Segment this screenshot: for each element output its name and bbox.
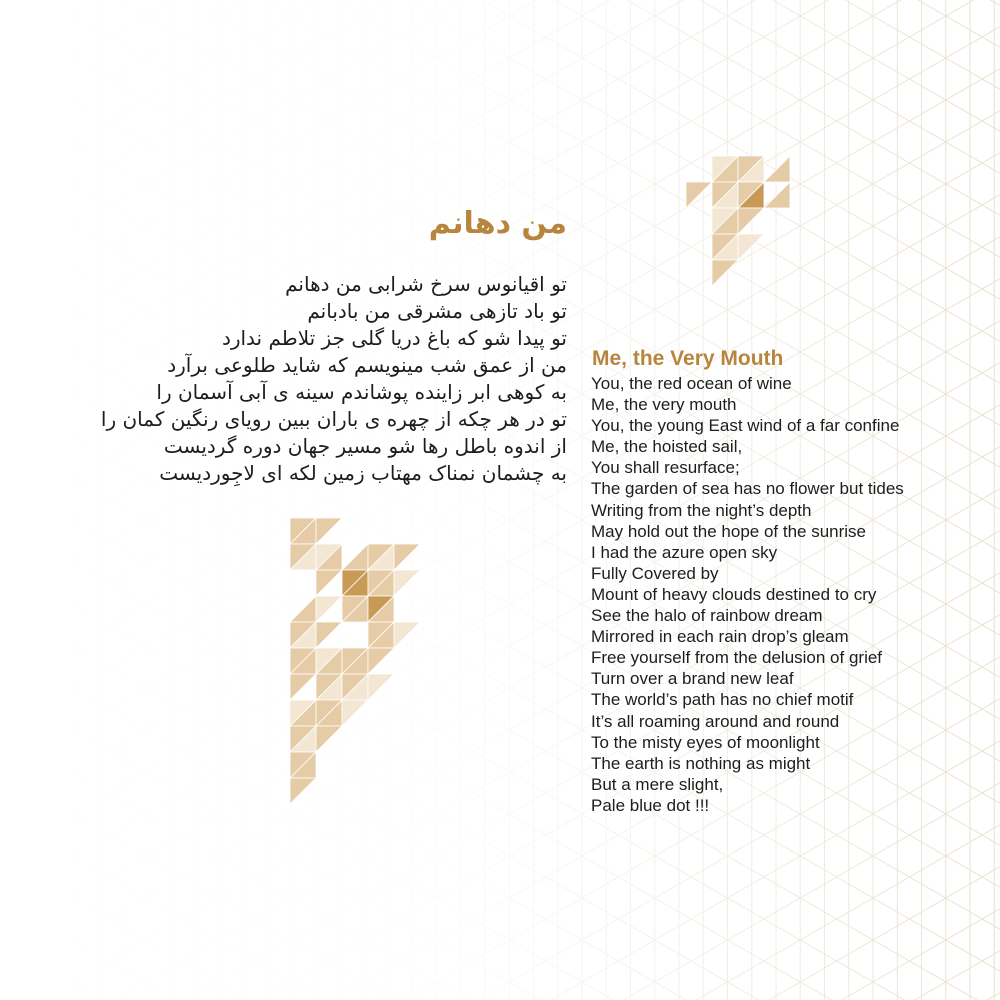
english-poem-line: You, the red ocean of wine <box>591 374 792 393</box>
english-title: Me, the Very Mouth <box>592 347 784 370</box>
english-poem-line: Me, the very mouth <box>591 395 737 415</box>
english-poem-line: Mirrored in each rain drop’s gleam <box>591 627 849 647</box>
ornament-triangle <box>290 674 316 700</box>
english-poem-line: Me, the hoisted sail, <box>591 437 743 457</box>
persian-poem <box>87 271 567 487</box>
ornament-triangle <box>342 700 368 726</box>
english-poem-line: To the misty eyes of moonlight <box>591 732 820 752</box>
ornament-triangle <box>394 544 420 570</box>
english-poem-line: You, the young East wind of a far confine <box>591 416 900 436</box>
english-poem-line: Turn over a brand new leaf <box>591 669 794 689</box>
english-poem-line: You shall resurface; <box>591 458 740 478</box>
ornament-triangle <box>394 622 420 648</box>
ornament-triangle <box>316 596 342 622</box>
ornament-triangle <box>738 234 764 260</box>
persian-title: من دهانم <box>428 206 567 241</box>
english-poem-line: Fully Covered by <box>591 563 719 583</box>
ornament-triangle <box>764 182 790 208</box>
english-poem-line: The earth is nothing as might <box>591 753 811 773</box>
ornament-triangle <box>290 596 316 622</box>
ornament-triangle <box>368 648 394 674</box>
ornament-triangle <box>316 518 342 544</box>
english-poem-line: I had the azure open sky <box>591 542 778 562</box>
ornament-triangle <box>316 570 342 596</box>
persian-poem-line: تو پیدا شو که باغ دریا گلی جز تلاطم ندارد <box>221 326 567 350</box>
persian-poem-line: تو در هر چکه از چهره ی باران ببین رویای رنگین کمان را <box>100 407 567 431</box>
english-poem-line: Writing from the night’s depth <box>591 500 812 520</box>
ornament-triangle <box>316 622 342 648</box>
ornament-triangle <box>764 156 790 182</box>
english-poem-line: Pale blue dot !!! <box>591 795 710 815</box>
persian-poem-line: به کوهی ابر زاینده پوشاندم سینه ی آبی آسمان را <box>156 380 567 404</box>
english-poem-line: Mount of heavy clouds destined to cry <box>591 584 877 604</box>
persian-poem-line: تو اقیانوس سرخ شرابی من دهانم <box>285 272 567 296</box>
english-poem-line: May hold out the hope of the sunrise <box>591 521 867 541</box>
geometric-ornament-top <box>686 156 792 290</box>
persian-poem-line: من از عمق شب مینویسم که شاید طلوعی برآرد <box>167 353 567 377</box>
ornament-triangle <box>738 208 764 234</box>
english-poem-line: Free yourself from the delusion of grief <box>591 648 883 668</box>
english-poem-line: The world’s path has no chief motif <box>591 690 854 710</box>
ornament-triangle <box>316 726 342 752</box>
ornament-triangle <box>712 260 738 286</box>
ornament-triangle <box>394 570 420 596</box>
persian-poem-line: تو باد تازهی مشرقی من بادبانم <box>307 299 567 323</box>
ornament-triangle <box>342 544 368 570</box>
ornament-triangle <box>290 778 316 804</box>
geometric-ornament-bottom <box>290 518 422 808</box>
persian-poem-line: به چشمان نمناک مهتاب زمین لکه ای لاجِوردیست <box>159 461 567 485</box>
english-poem <box>591 373 904 816</box>
ornament-triangle <box>686 182 712 208</box>
english-poem-line: But a mere slight, <box>591 774 724 794</box>
persian-poem-line: از اندوه باطل رها شو مسیر جهان دوره گردیست <box>163 434 567 458</box>
ornament-triangle <box>368 674 394 700</box>
english-poem-line: See the halo of rainbow dream <box>591 606 823 626</box>
english-poem-line: The garden of sea has no flower but tides <box>591 479 904 499</box>
english-poem-line: It’s all roaming around and round <box>591 711 840 731</box>
